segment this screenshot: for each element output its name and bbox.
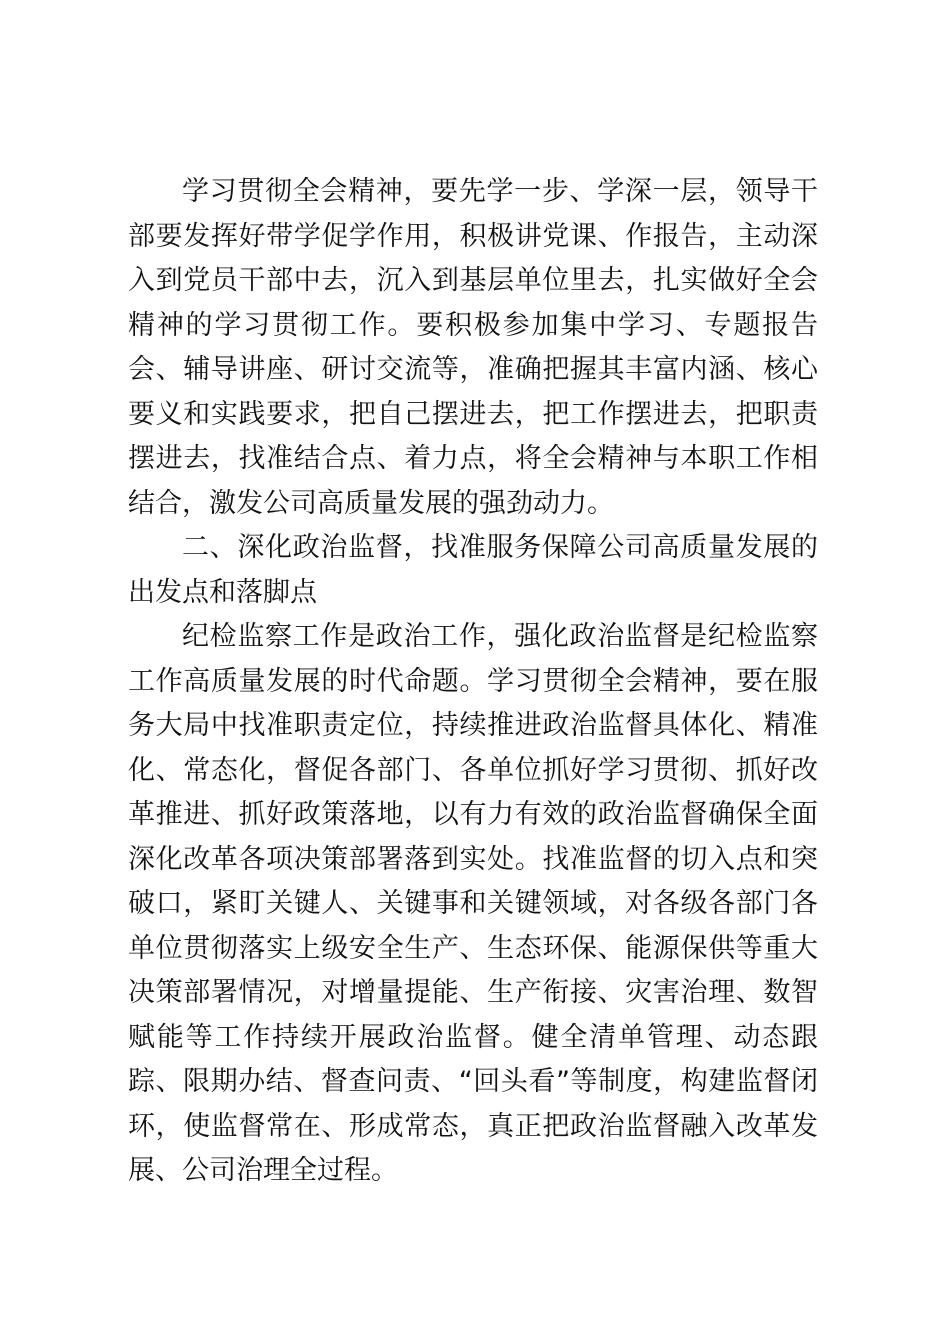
body-paragraph-1: 学习贯彻全会精神，要先学一步、学深一层，领导干部要发挥好带学促学作用，积极讲党课、作报告，主动深入到党员干部中去，沉入到基层单位里去，扎实做好全会精神的学习贯彻工作。要积极参加集中学习、专题报告会、辅导讲座、研讨交流等，准确把握其丰富内涵、核心要义和实践要求，把自己摆进去，把工作摆进去，把职责摆进去，找准结合点、着力点，将全会精神与本职工作相结合，激发公司高质量发展的强劲动力。	[128, 176, 818, 519]
document-body	[128, 170, 818, 1194]
section-heading-2: 二、深化政治监督，找准服务保障公司高质量发展的出发点和落脚点	[128, 532, 818, 608]
body-paragraph-2: 纪检监察工作是政治工作，强化政治监督是纪检监察工作高质量发展的时代命题。学习贯彻全会精神，要在服务大局中找准职责定位，持续推进政治监督具体化、精准化、常态化，督促各部门、各单位抓好学习贯彻、抓好改革推进、抓好政策落地，以有力有效的政治监督确保全面深化改革各项决策部署落到实处。找准监督的切入点和突破口，紧盯关键人、关键事和关键领域，对各级各部门各单位贯彻落实上级安全生产、生态环保、能源保供等重大决策部署情况，对增量提能、生产衔接、灾害治理、数智赋能等工作持续开展政治监督。健全清单管理、动态跟踪、限期办结、督查问责、“回头看”等制度，构建监督闭环，使监督常在、形成常态，真正把政治监督融入改革发展、公司治理全过程。	[128, 621, 818, 1186]
